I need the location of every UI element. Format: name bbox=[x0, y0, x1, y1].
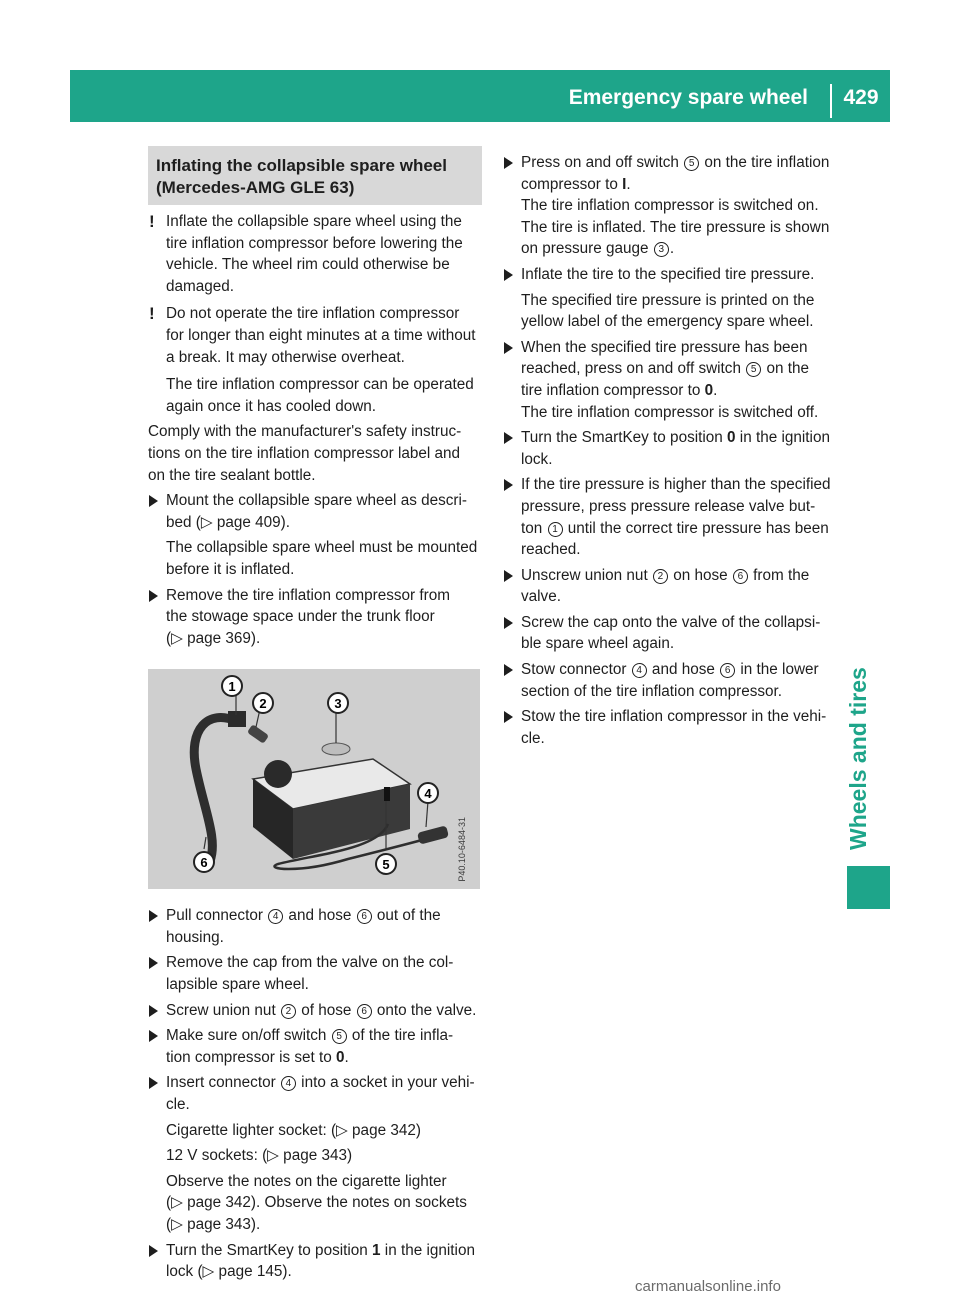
instruction-step bbox=[503, 337, 835, 423]
page-reference[interactable]: 12 V sockets: (▷ page 343) bbox=[166, 1147, 353, 1165]
step-arrow-icon bbox=[504, 432, 513, 444]
callout-2 bbox=[253, 693, 273, 713]
leader-line bbox=[204, 837, 206, 849]
callout-ref: 2 bbox=[281, 1004, 296, 1019]
text-run: Unscrew union nut bbox=[521, 566, 652, 584]
text-line: The specified tire pressure is printed on the bbox=[521, 291, 815, 309]
callout-label: 2 bbox=[259, 696, 267, 712]
text-run: until the correct tire pressure has been bbox=[563, 519, 829, 537]
step-arrow-icon bbox=[149, 1077, 158, 1089]
text-line: The tire inflation compressor can be operated bbox=[166, 376, 474, 394]
text-run: Insert connector bbox=[166, 1074, 280, 1092]
text-line: Remove the tire inflation compressor from bbox=[166, 586, 450, 604]
figure-code: P40.10-6484-31 bbox=[457, 816, 468, 882]
compressor-socket-shape bbox=[264, 760, 292, 788]
text-run: . bbox=[626, 175, 631, 193]
header-title: Emergency spare wheel bbox=[568, 86, 808, 109]
page-reference[interactable]: Cigarette lighter socket: (▷ page 342) bbox=[166, 1121, 421, 1139]
instruction-step bbox=[503, 152, 835, 260]
callout-label: 5 bbox=[382, 857, 390, 873]
instruction-step bbox=[503, 565, 835, 608]
instruction-step bbox=[148, 585, 482, 650]
text-run: on the bbox=[762, 360, 809, 378]
text-line bbox=[166, 1000, 482, 1022]
callout-ref: 6 bbox=[733, 569, 748, 584]
text-run: compressor to bbox=[521, 175, 623, 193]
instruction-step bbox=[148, 1000, 482, 1022]
callout-label: 1 bbox=[228, 679, 236, 695]
instruction-step bbox=[503, 659, 835, 702]
step-arrow-icon bbox=[149, 495, 158, 507]
callout-ref: 6 bbox=[357, 1004, 372, 1019]
text-line: lapsible spare wheel. bbox=[166, 976, 309, 994]
text-run: of the tire infla- bbox=[347, 1027, 454, 1045]
text-run: Make sure on/off switch bbox=[166, 1027, 331, 1045]
section-heading bbox=[148, 146, 482, 205]
key-position: 1 bbox=[372, 1241, 381, 1259]
step-arrow-icon bbox=[504, 342, 513, 354]
text-run: Turn the SmartKey to position bbox=[521, 429, 728, 447]
callout-3 bbox=[328, 693, 348, 713]
text-line: Observe the notes on the cigarette lighter bbox=[166, 1172, 447, 1190]
text-run: onto the valve. bbox=[372, 1001, 477, 1019]
callout-ref: 2 bbox=[653, 569, 668, 584]
step-arrow-icon bbox=[504, 269, 513, 281]
page-reference[interactable]: lock (▷ page 145). bbox=[166, 1263, 292, 1281]
text-line bbox=[166, 1240, 482, 1262]
callout-ref: 1 bbox=[548, 522, 563, 537]
text-line: tire inflation compressor before lowering the bbox=[166, 234, 463, 252]
text-line: ble spare wheel again. bbox=[521, 635, 675, 653]
text-run: from the bbox=[748, 566, 810, 584]
text-line: cle. bbox=[166, 1096, 190, 1114]
text-run: in the ignition bbox=[735, 429, 830, 447]
pressure-release-valve-shape bbox=[247, 724, 269, 744]
text-run: in the lower bbox=[736, 661, 819, 679]
text-line: reached. bbox=[521, 541, 581, 559]
text-run: of hose bbox=[296, 1001, 356, 1019]
step-arrow-icon bbox=[504, 479, 513, 491]
step-subtext bbox=[166, 537, 482, 580]
step-arrow-icon bbox=[149, 957, 158, 969]
hose-shape bbox=[194, 718, 236, 861]
header-bar bbox=[70, 70, 890, 122]
right-column bbox=[503, 152, 835, 753]
left-column bbox=[148, 146, 482, 1287]
instruction-step bbox=[148, 1072, 482, 1115]
step-arrow-icon bbox=[149, 910, 158, 922]
text-line: tions on the tire inflation compressor label and bbox=[148, 444, 461, 462]
key-position: 0 bbox=[727, 429, 736, 447]
union-nut-shape bbox=[228, 711, 246, 727]
callout-ref: 6 bbox=[357, 909, 372, 924]
switch-position: 0 bbox=[336, 1048, 345, 1066]
text-line: cle. bbox=[521, 729, 545, 747]
text-run: in the ignition bbox=[380, 1241, 475, 1259]
text-line: When the specified tire pressure has been bbox=[521, 338, 808, 356]
instruction-step bbox=[503, 474, 835, 560]
text-line: Mount the collapsible spare wheel as descri- bbox=[166, 492, 467, 510]
warning-icon: ! bbox=[149, 304, 155, 324]
text-line: valve. bbox=[521, 588, 561, 606]
text-line bbox=[521, 518, 835, 540]
callout-5 bbox=[376, 854, 396, 874]
text-line bbox=[521, 238, 835, 260]
step-arrow-icon bbox=[504, 711, 513, 723]
text-run: on pressure gauge bbox=[521, 240, 653, 258]
page-reference[interactable]: (▷ page 342). Observe the notes on sockets bbox=[166, 1194, 467, 1212]
instruction-step bbox=[148, 1025, 482, 1068]
instruction-step bbox=[503, 264, 835, 286]
text-line: Inflate the tire to the specified tire pressure. bbox=[521, 265, 815, 283]
callout-ref: 4 bbox=[268, 909, 283, 924]
page-number: 429 bbox=[843, 86, 879, 109]
callout-ref: 4 bbox=[632, 663, 647, 678]
compressor-drawing bbox=[148, 669, 480, 889]
text-line bbox=[166, 1047, 482, 1069]
instruction-step bbox=[503, 612, 835, 655]
heading-line: (Mercedes-AMG GLE 63) bbox=[156, 178, 355, 197]
page-reference[interactable]: bed (▷ page 409). bbox=[166, 513, 291, 531]
callout-ref: 3 bbox=[654, 242, 669, 257]
text-line: on the tire sealant bottle. bbox=[148, 466, 316, 484]
instruction-step bbox=[148, 1240, 482, 1283]
step-arrow-icon bbox=[149, 1005, 158, 1017]
callout-label: 3 bbox=[334, 696, 342, 712]
text-line: Do not operate the tire inflation compressor bbox=[166, 305, 460, 323]
callout-label: 4 bbox=[424, 786, 432, 802]
warning-icon: ! bbox=[149, 212, 155, 231]
step-arrow-icon bbox=[149, 1030, 158, 1042]
instruction-step bbox=[148, 952, 482, 995]
step-subtext bbox=[166, 1145, 482, 1167]
text-run: and hose bbox=[647, 661, 720, 679]
warning-note bbox=[148, 303, 482, 368]
text-line bbox=[521, 174, 835, 196]
text-line: Inflate the collapsible spare wheel using the bbox=[166, 213, 462, 230]
text-line: section of the tire inflation compressor. bbox=[521, 682, 783, 700]
text-run: Press on and off switch bbox=[521, 154, 684, 171]
step-arrow-icon bbox=[504, 664, 513, 676]
text-run: . bbox=[669, 240, 675, 258]
text-run: tion compressor is set to bbox=[166, 1048, 337, 1066]
text-run: Turn the SmartKey to position bbox=[166, 1241, 373, 1259]
text-run: Pull connector bbox=[166, 907, 268, 925]
text-run: . bbox=[344, 1048, 349, 1066]
step-arrow-icon bbox=[149, 590, 158, 602]
instruction-step bbox=[503, 427, 835, 470]
callout-ref: 6 bbox=[720, 663, 735, 678]
text-line: a break. It may otherwise overheat. bbox=[166, 348, 405, 366]
text-line bbox=[521, 358, 835, 380]
text-line bbox=[166, 905, 482, 927]
text-line bbox=[166, 1025, 482, 1047]
text-line: the stowage space under the trunk floor bbox=[166, 608, 435, 626]
text-run: ton bbox=[521, 519, 547, 537]
on-off-switch-shape bbox=[384, 787, 390, 801]
step-arrow-icon bbox=[504, 570, 513, 582]
warning-note bbox=[148, 211, 482, 297]
text-line: Remove the cap from the valve on the col- bbox=[166, 954, 454, 972]
text-run: Stow connector bbox=[521, 661, 631, 679]
text-run: reached, press on and off switch bbox=[521, 360, 746, 378]
callout-ref: 4 bbox=[281, 1076, 296, 1091]
text-line bbox=[521, 152, 835, 174]
leader-line bbox=[426, 801, 428, 827]
warning-subtext bbox=[166, 374, 482, 417]
text-line: vehicle. The wheel rim could otherwise be bbox=[166, 256, 450, 274]
callout-ref: 5 bbox=[746, 362, 761, 377]
watermark: carmanualsonline.info bbox=[635, 1278, 781, 1295]
text-line bbox=[166, 1072, 482, 1094]
text-run: . bbox=[713, 381, 718, 399]
text-run: and hose bbox=[284, 907, 356, 925]
text-line bbox=[521, 659, 835, 681]
text-line: The tire inflation compressor is switched on. bbox=[521, 197, 819, 215]
step-arrow-icon bbox=[504, 157, 513, 169]
text-run: tire inflation compressor to bbox=[521, 381, 705, 399]
instruction-step bbox=[148, 905, 482, 948]
text-run: into a socket in your vehi- bbox=[296, 1074, 475, 1092]
switch-position: 0 bbox=[704, 381, 714, 399]
text-line: lock. bbox=[521, 450, 553, 468]
text-line: again once it has cooled down. bbox=[166, 397, 377, 415]
connector-plug-shape bbox=[417, 826, 449, 845]
step-arrow-icon bbox=[149, 1245, 158, 1257]
text-line: pressure, press pressure release valve but- bbox=[521, 497, 816, 515]
heading-line: Inflating the collapsible spare wheel bbox=[156, 156, 447, 175]
text-line bbox=[521, 427, 835, 449]
step-subtext bbox=[521, 290, 835, 333]
side-tab-label: Wheels and tires bbox=[845, 667, 871, 850]
text-line bbox=[521, 565, 835, 587]
side-tab-marker bbox=[847, 866, 890, 909]
callout-1 bbox=[222, 676, 242, 696]
callout-ref: 5 bbox=[684, 156, 699, 171]
callout-ref: 5 bbox=[332, 1029, 347, 1044]
page-reference[interactable]: (▷ page 343). bbox=[166, 1216, 261, 1233]
instruction-step bbox=[148, 490, 482, 533]
step-arrow-icon bbox=[504, 617, 513, 629]
page-reference[interactable]: (▷ page 369). bbox=[166, 629, 261, 647]
text-run: out of the bbox=[372, 907, 441, 925]
text-line: The tire is inflated. The tire pressure is shown bbox=[521, 218, 830, 236]
text-run: on the tire inflation bbox=[700, 154, 830, 171]
pressure-gauge-shape bbox=[322, 743, 350, 755]
text-line: The tire inflation compressor is switched off. bbox=[521, 403, 819, 421]
text-line: Screw the cap onto the valve of the collapsi- bbox=[521, 613, 821, 631]
instruction-step bbox=[503, 706, 835, 749]
text-line: The collapsible spare wheel must be mounted bbox=[166, 539, 478, 557]
text-line: yellow label of the emergency spare wheel. bbox=[521, 313, 814, 331]
text-line: Stow the tire inflation compressor in the vehi- bbox=[521, 708, 827, 726]
compressor-illustration bbox=[148, 669, 480, 889]
text-run: Screw union nut bbox=[166, 1001, 280, 1019]
callout-label: 6 bbox=[200, 855, 208, 871]
callout-6 bbox=[194, 852, 214, 872]
switch-position: I bbox=[622, 175, 627, 193]
text-line: damaged. bbox=[166, 277, 235, 295]
step-subtext bbox=[166, 1120, 482, 1142]
text-line: housing. bbox=[166, 928, 224, 946]
text-line: for longer than eight minutes at a time without bbox=[166, 326, 476, 344]
text-line bbox=[521, 380, 835, 402]
intro-paragraph bbox=[148, 421, 482, 486]
callout-4 bbox=[418, 783, 438, 803]
text-run: on hose bbox=[668, 566, 732, 584]
text-line: Comply with the manufacturer's safety instruc- bbox=[148, 423, 462, 441]
text-line: before it is inflated. bbox=[166, 560, 295, 578]
text-line: If the tire pressure is higher than the specified bbox=[521, 476, 831, 494]
step-subtext bbox=[166, 1171, 482, 1236]
